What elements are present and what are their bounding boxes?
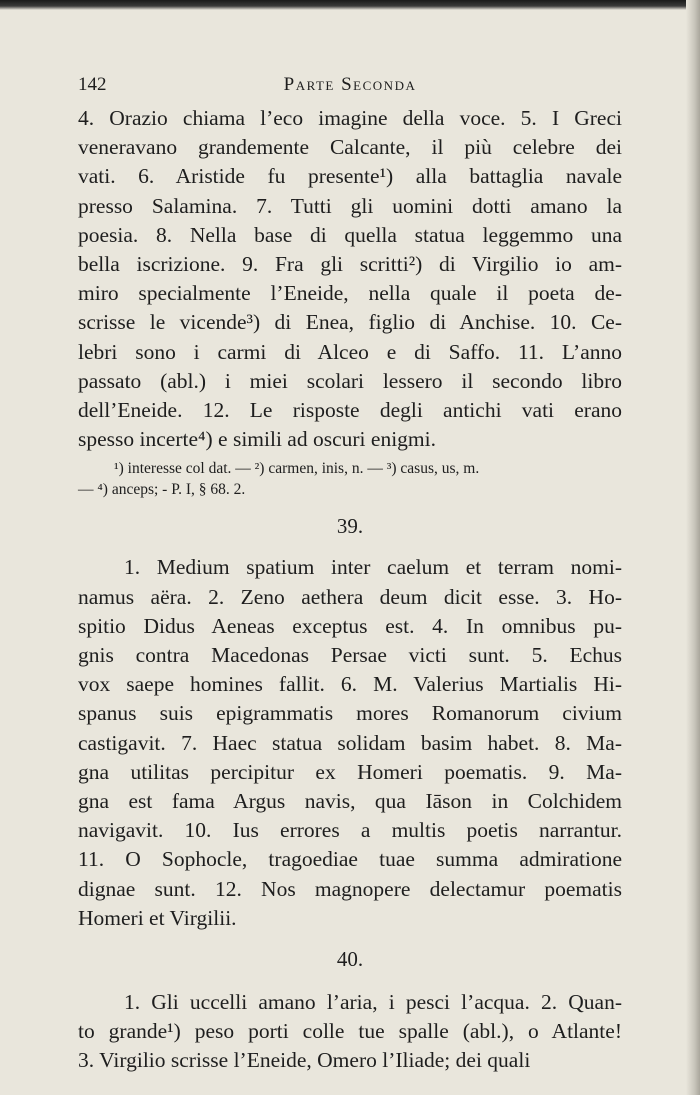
page-top-edge — [0, 0, 700, 10]
text-line: spitio Didus Aeneas exceptus est. 4. In omnibus pu- — [78, 613, 622, 638]
text-line: dell’Eneide. 12. Le risposte degli antichi vati erano — [78, 398, 622, 423]
text-line: to grande¹) peso porti colle tue spalle (abl.), o Atlante! — [78, 1019, 622, 1044]
text-line: spesso incerte⁴) e simili ad oscuri enigmi. — [78, 427, 436, 452]
text-line: scrisse le vicende³) di Enea, figlio di Anchise. 10. Ce- — [78, 310, 622, 335]
exercise-40-text — [78, 988, 622, 1076]
text-line: passato (abl.) i miei scolari lessero il secondo libro — [78, 368, 622, 393]
text-line: gna est fama Argus navis, qua Iāson in Colchidem — [78, 789, 622, 814]
text-line: poesia. 8. Nella base di quella statua leggemmo una — [78, 222, 622, 247]
text-line: bella iscrizione. 9. Fra gli scritti²) di Virgilio io am- — [78, 252, 622, 277]
exercise-39-number: 39. — [336, 514, 364, 539]
text-line: 3. Virgilio scrisse l’Eneide, Omero l’Iliade; dei quali — [78, 1048, 531, 1073]
text-line: vox saepe homines fallit. 6. M. Valerius Martialis Hi- — [78, 672, 622, 697]
page-header — [78, 70, 622, 104]
exercise-40-number: 40. — [336, 947, 364, 972]
text-line: spanus suis epigrammatis mores Romanorum civium — [78, 701, 622, 726]
text-line: namus aëra. 2. Zeno aethera deum dicit esse. 3. Ho- — [78, 584, 622, 609]
exercise-39-text — [78, 553, 622, 933]
text-line: gnis contra Macedonas Persae victi sunt. 5. Echus — [78, 643, 622, 668]
text-line: 11. O Sophocle, tragoediae tuae summa admiratione — [78, 847, 622, 872]
text-line: Homeri et Virgilii. — [78, 905, 237, 930]
book-page — [78, 70, 622, 1076]
text-line: navigavit. 10. Ius errores a multis poetis narrantur. — [78, 818, 622, 843]
page-right-edge — [686, 0, 700, 1095]
page-number: 142 — [78, 74, 107, 95]
text-line: 4. Orazio chiama l’eco imagine della voce. 5. I Greci — [78, 106, 622, 130]
text-line: lebri sono i carmi di Alceo e di Saffo. 11. L’anno — [78, 339, 622, 364]
text-line: dignae sunt. 12. Nos magnopere delectamur poematis — [78, 876, 622, 901]
footnotes — [78, 458, 622, 500]
text-line: presso Salamina. 7. Tutti gli uomini dotti amano la — [78, 193, 622, 218]
running-head: Parte Seconda — [283, 74, 417, 95]
text-line: miro specialmente l’Eneide, nella quale il poeta de- — [78, 281, 622, 306]
footnote-line: — ⁴) anceps; - P. I, § 68. 2. — [78, 481, 246, 499]
exercise-38-text — [78, 104, 622, 454]
text-line: 1. Gli uccelli amano l’aria, i pesci l’acqua. 2. Quan- — [124, 990, 622, 1015]
footnote-line: ¹) interesse col dat. — ²) carmen, inis, n. — ³) casus, us, m. — [114, 460, 480, 478]
text-line: gna utilitas percipitur ex Homeri poematis. 9. Ma- — [78, 759, 622, 784]
text-line: vati. 6. Aristide fu presente¹) alla battaglia navale — [78, 164, 622, 189]
text-line: veneravano grandemente Calcante, il più celebre dei — [78, 135, 622, 160]
text-line: castigavit. 7. Haec statua solidam basim habet. 8. Ma- — [78, 730, 622, 755]
text-line: 1. Medium spatium inter caelum et terram nomi- — [124, 555, 622, 580]
